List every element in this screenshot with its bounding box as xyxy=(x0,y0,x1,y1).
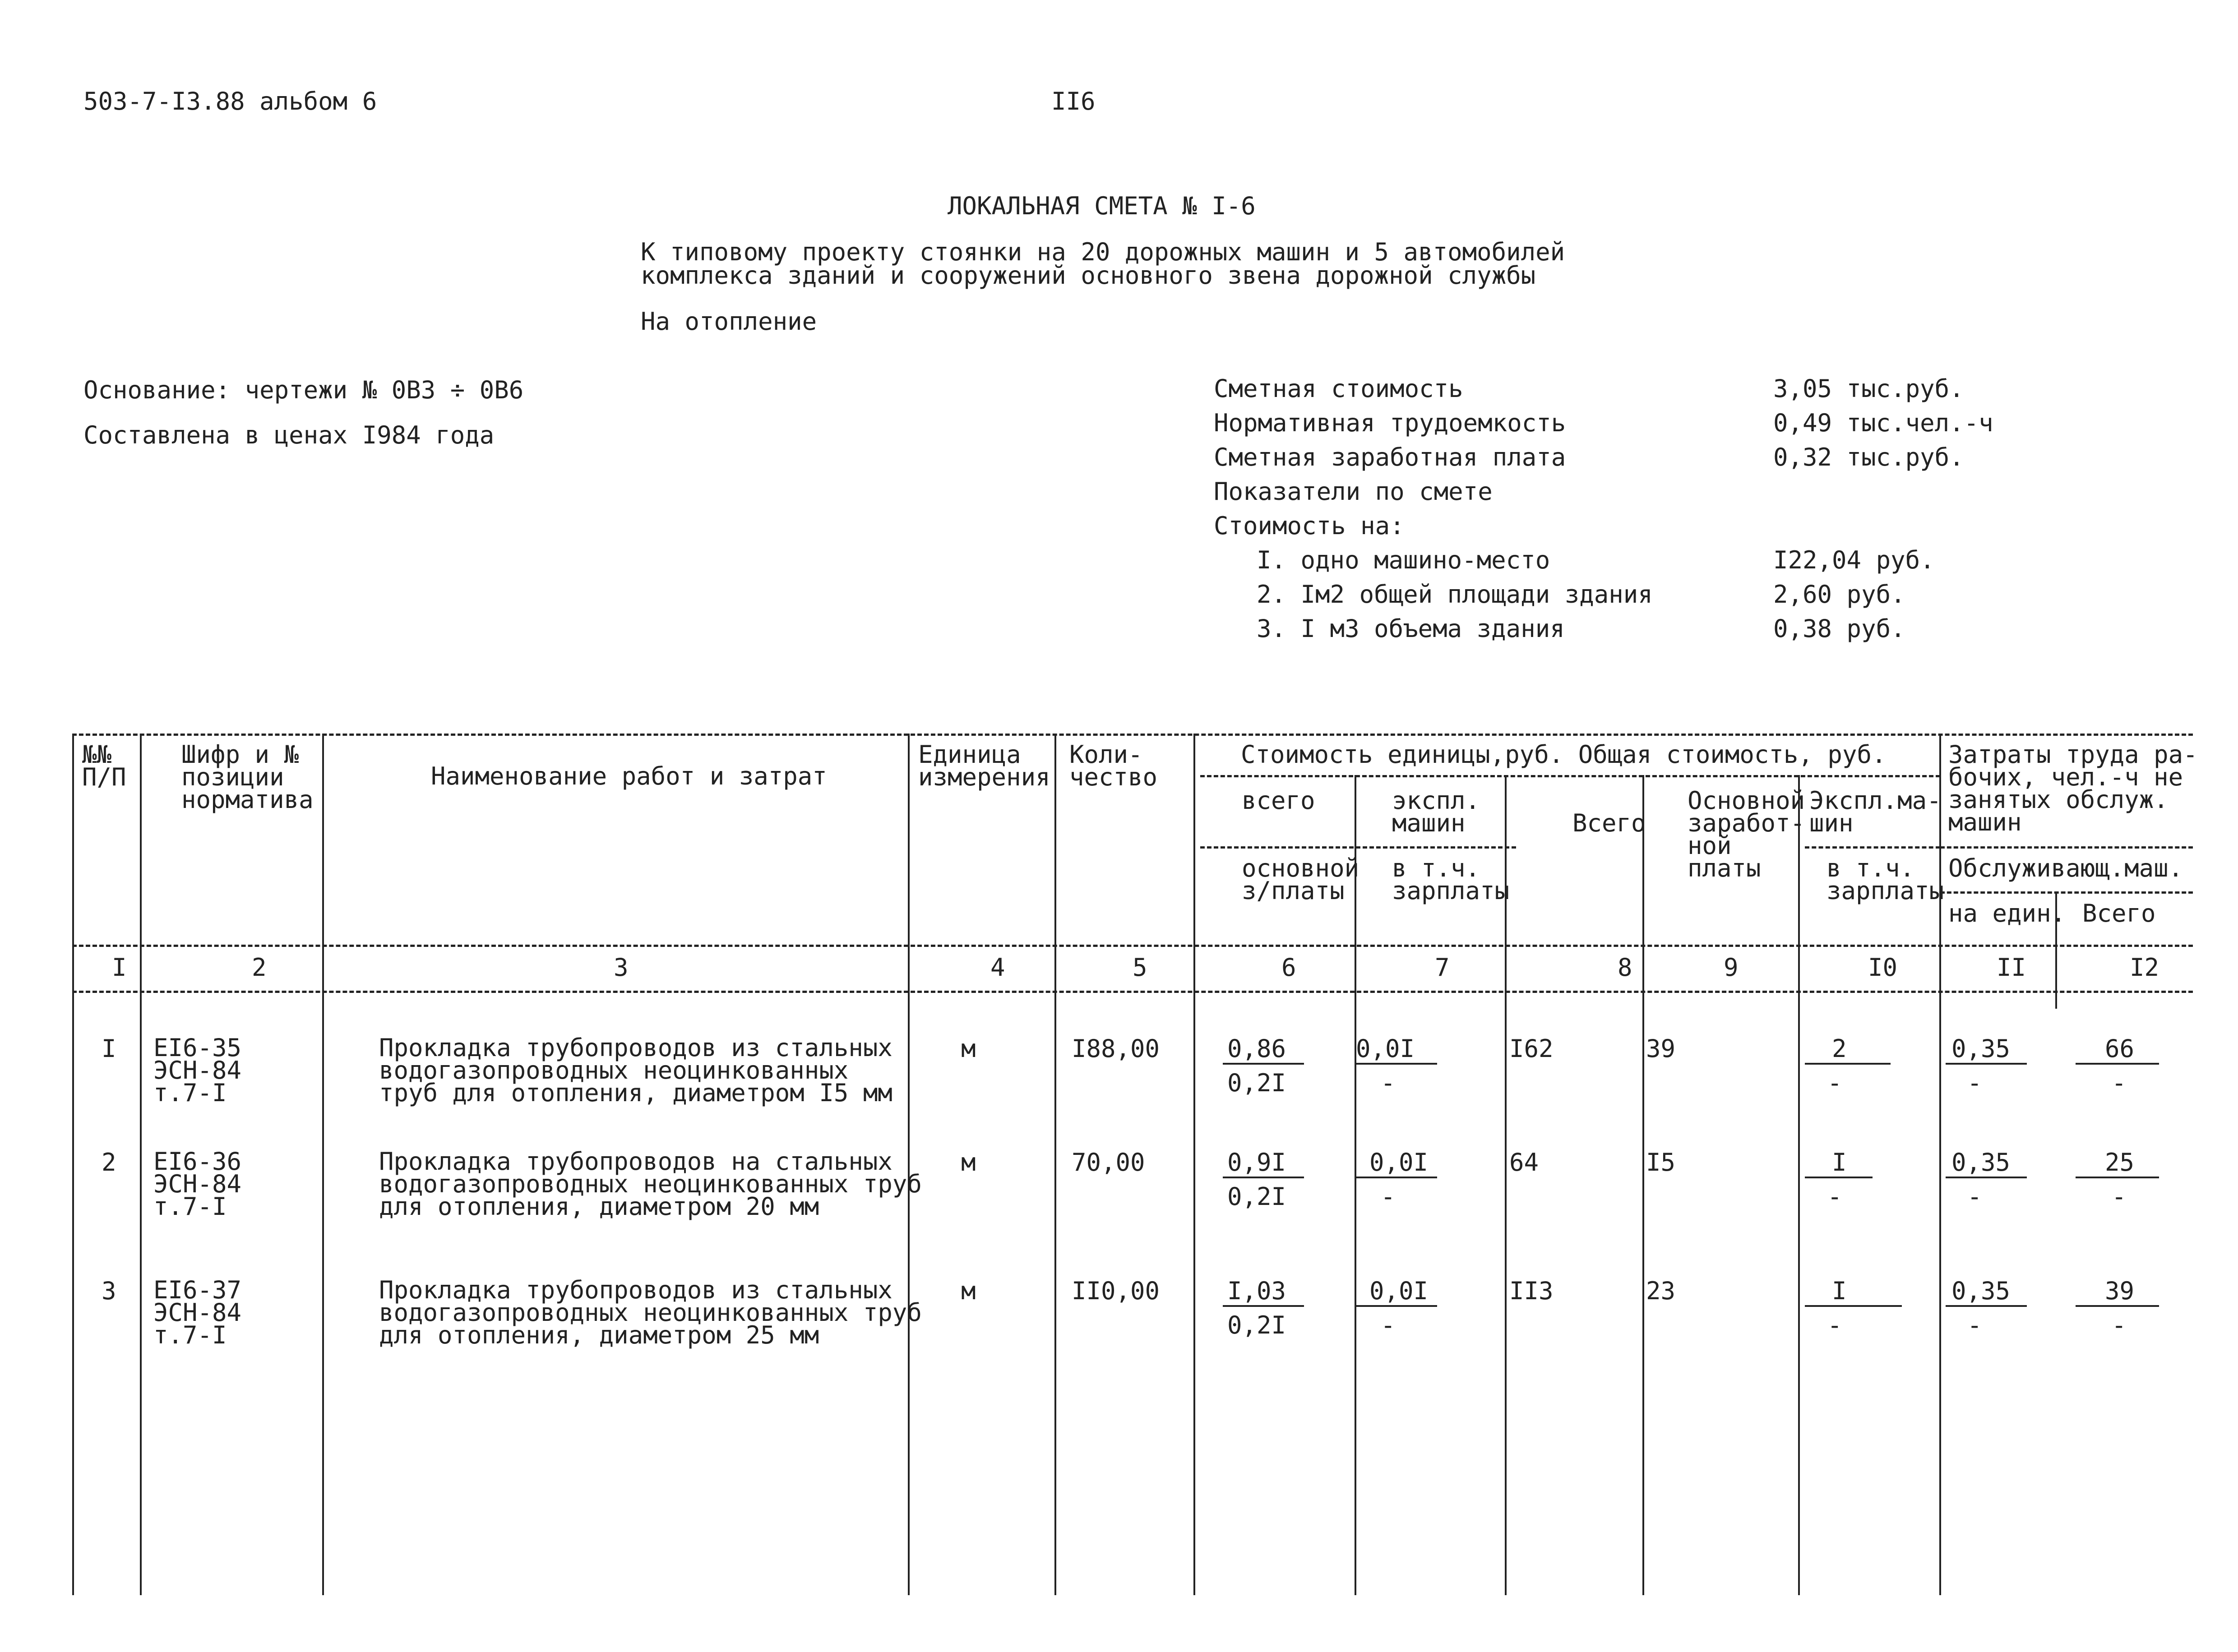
header-quantity: Коли- чество xyxy=(1069,740,1158,791)
underline xyxy=(1356,1063,1437,1065)
row-number: I xyxy=(102,1034,116,1063)
row-unit: м xyxy=(961,1277,976,1305)
summary-value: 0,49 тыс.чел.-ч xyxy=(1773,409,1993,437)
basis-drawings: Основание: чертежи № 0В3 ÷ 0В6 xyxy=(83,376,524,404)
row-machine-salary: - xyxy=(1381,1311,1396,1339)
row-wages: 23 xyxy=(1646,1277,1676,1305)
row-labor-total-sub: - xyxy=(2112,1311,2127,1339)
header-machine-operation: экспл. машин xyxy=(1392,786,1480,837)
header-total-cost: всего xyxy=(1242,786,1315,815)
underline xyxy=(2076,1305,2159,1307)
summary-label: Стоимость на: xyxy=(1214,512,1405,540)
summary-label: Нормативная трудоемкость xyxy=(1214,409,1566,437)
row-labor-per-unit: 0,35 xyxy=(1951,1148,2011,1177)
row-labor-per-unit: 0,35 xyxy=(1951,1034,2011,1063)
header-basic-wages: Основной заработ- ной платы xyxy=(1688,786,1805,882)
col-border xyxy=(72,734,74,1595)
document-code: 503-7-I3.88 альбом 6 xyxy=(83,87,377,115)
column-numbers-bottom-rule xyxy=(72,991,2193,993)
row-machine-ops-salary: - xyxy=(1827,1182,1842,1211)
underline xyxy=(2076,1177,2159,1178)
column-number: 9 xyxy=(1724,953,1739,982)
row-unit-cost: 0,86 xyxy=(1227,1034,1286,1063)
header-machine-ops-total: Экспл.ма- шин xyxy=(1809,786,1942,837)
underline xyxy=(1946,1177,2027,1178)
section-title: На отопление xyxy=(641,307,817,336)
underline xyxy=(1946,1063,2027,1065)
column-number: 4 xyxy=(990,953,1005,982)
row-machine-ops: 2 xyxy=(1832,1034,1847,1063)
column-number: I xyxy=(112,953,127,982)
row-labor-per-unit-sub: - xyxy=(1967,1182,1982,1211)
header-work-name: Наименование работ и затрат xyxy=(431,762,827,790)
row-unit-salary: 0,2I xyxy=(1227,1182,1286,1211)
col-border xyxy=(322,734,324,1595)
row-number: 3 xyxy=(102,1277,116,1305)
row-unit: м xyxy=(961,1034,976,1063)
column-numbers-top-rule xyxy=(72,945,2193,947)
row-wages: I5 xyxy=(1646,1148,1676,1177)
header-unit: Единица измерения xyxy=(918,740,1050,791)
row-machine-salary: - xyxy=(1381,1069,1396,1097)
row-machine-cost: 0,0I xyxy=(1369,1148,1429,1177)
underline xyxy=(1223,1177,1304,1178)
col-border xyxy=(1054,734,1056,1595)
summary-value: I22,04 руб. xyxy=(1773,546,1935,574)
row-work-name: Прокладка трубопроводов на стальных водогазопроводных неоцинкованных труб для отопления, диаметром 20 мм xyxy=(379,1147,922,1221)
header-code: Шифр и № позиции норматива xyxy=(181,740,314,814)
row-quantity: 70,00 xyxy=(1072,1148,1145,1177)
subtitle-line-2: комплекса зданий и сооружений основного звена дорожной службы xyxy=(641,261,1536,290)
underline xyxy=(1805,1177,1873,1178)
summary-value: 2,60 руб. xyxy=(1773,580,1905,609)
header-subrule-serv xyxy=(1940,891,2193,894)
header-cost-group: Стоимость единицы,руб. Общая стоимость, руб. xyxy=(1241,740,1887,769)
row-code: ЕI6-35 ЭСН-84 т.7-I xyxy=(153,1034,242,1107)
row-machine-salary: - xyxy=(1381,1182,1396,1211)
underline xyxy=(1223,1063,1304,1065)
row-labor-total: 25 xyxy=(2105,1148,2135,1177)
row-code: ЕI6-36 ЭСН-84 т.7-I xyxy=(153,1147,242,1221)
row-machine-cost: 0,0I xyxy=(1369,1277,1429,1305)
summary-label: I. одно машино-место xyxy=(1257,546,1550,574)
row-unit-cost: 0,9I xyxy=(1227,1148,1286,1177)
column-number: 7 xyxy=(1435,953,1450,982)
col-border xyxy=(1193,734,1195,1595)
table-top-rule xyxy=(72,734,2193,736)
row-number: 2 xyxy=(102,1148,116,1177)
row-machine-ops: I xyxy=(1832,1148,1847,1177)
estimate-title: ЛОКАЛЬНАЯ СМЕТА № I-6 xyxy=(948,192,1256,220)
row-machine-ops: I xyxy=(1832,1277,1847,1305)
row-quantity: I88,00 xyxy=(1072,1034,1160,1063)
page-number: II6 xyxy=(1051,87,1096,115)
basis-prices: Составлена в ценах I984 года xyxy=(83,421,495,449)
header-row-number: №№ П/П xyxy=(82,740,126,791)
header-subrule-cost-2 xyxy=(1200,846,1516,849)
underline xyxy=(1223,1305,1304,1307)
header-basic-salary: основной з/платы xyxy=(1242,854,1359,905)
column-number: 3 xyxy=(614,953,629,982)
underline xyxy=(1356,1177,1437,1178)
summary-value: 0,32 тыс.руб. xyxy=(1773,443,1964,471)
column-number: 2 xyxy=(252,953,267,982)
row-unit-cost: I,03 xyxy=(1227,1277,1286,1305)
header-machine-salary: в т.ч. зарплаты xyxy=(1392,854,1510,905)
underline xyxy=(1805,1063,1891,1065)
col-border xyxy=(1642,775,1644,1595)
summary-value: 3,05 тыс.руб. xyxy=(1773,374,1964,403)
summary-label: Сметная заработная плата xyxy=(1214,443,1566,471)
row-machine-ops-salary: - xyxy=(1827,1069,1842,1097)
row-machine-ops-salary: - xyxy=(1827,1311,1842,1339)
row-labor-total: 39 xyxy=(2105,1277,2135,1305)
header-labor-total: Всего xyxy=(2082,899,2156,928)
row-unit: м xyxy=(961,1148,976,1177)
row-labor-per-unit-sub: - xyxy=(1967,1311,1982,1339)
row-wages: 39 xyxy=(1646,1034,1676,1063)
subtitle-line-1: К типовому проекту стоянки на 20 дорожных машин и 5 автомобилей xyxy=(641,238,1565,266)
row-labor-per-unit-sub: - xyxy=(1967,1069,1982,1097)
underline xyxy=(2076,1063,2159,1065)
row-work-name: Прокладка трубопроводов из стальных водогазопроводных неоцинкованных труб для отопления, диаметром I5 мм xyxy=(379,1034,892,1107)
header-per-unit: на един. xyxy=(1948,899,2066,928)
row-machine-cost: 0,0I xyxy=(1356,1034,1415,1063)
col-border xyxy=(140,734,142,1595)
column-number: I0 xyxy=(1868,953,1898,982)
row-total: II3 xyxy=(1509,1277,1554,1305)
underline xyxy=(1356,1305,1437,1307)
column-number: 5 xyxy=(1133,953,1147,982)
row-labor-total: 66 xyxy=(2105,1034,2135,1063)
underline xyxy=(1946,1305,2027,1307)
row-total: 64 xyxy=(1509,1148,1539,1177)
underline xyxy=(1805,1305,1902,1307)
column-number: I2 xyxy=(2130,953,2159,982)
header-machine-ops-salary: в т.ч. зарплаты xyxy=(1826,854,1944,905)
row-unit-salary: 0,2I xyxy=(1227,1069,1286,1097)
column-number: 8 xyxy=(1618,953,1632,982)
header-servicing-machines: Обслуживающ.маш. xyxy=(1948,854,2183,882)
row-quantity: II0,00 xyxy=(1072,1277,1160,1305)
col-border xyxy=(1798,775,1800,1595)
summary-label: Сметная стоимость xyxy=(1214,374,1463,403)
row-unit-salary: 0,2I xyxy=(1227,1311,1286,1339)
header-subrule-labor xyxy=(1940,846,2193,849)
row-labor-total-sub: - xyxy=(2112,1069,2127,1097)
row-work-name: Прокладка трубопроводов из стальных водогазопроводных неоцинкованных труб для отопления, диаметром 25 мм xyxy=(379,1276,922,1349)
header-labor-group: Затраты труда ра- бочих, чел.-ч не занятых обслуж. машин xyxy=(1948,740,2198,836)
header-grand-total: Всего xyxy=(1572,809,1646,837)
column-number: II xyxy=(1997,953,2026,982)
row-labor-per-unit: 0,35 xyxy=(1951,1277,2011,1305)
column-number: 6 xyxy=(1281,953,1296,982)
summary-label: 3. I м3 объема здания xyxy=(1257,614,1565,643)
row-code: ЕI6-37 ЭСН-84 т.7-I xyxy=(153,1276,242,1349)
row-total: I62 xyxy=(1509,1034,1554,1063)
header-subrule-cost xyxy=(1200,775,1940,777)
row-labor-total-sub: - xyxy=(2112,1182,2127,1211)
summary-label: Показатели по смете xyxy=(1214,477,1493,506)
header-subrule-machines xyxy=(1805,846,1940,849)
summary-value: 0,38 руб. xyxy=(1773,614,1905,643)
summary-label: 2. Iм2 общей площади здания xyxy=(1257,580,1653,609)
